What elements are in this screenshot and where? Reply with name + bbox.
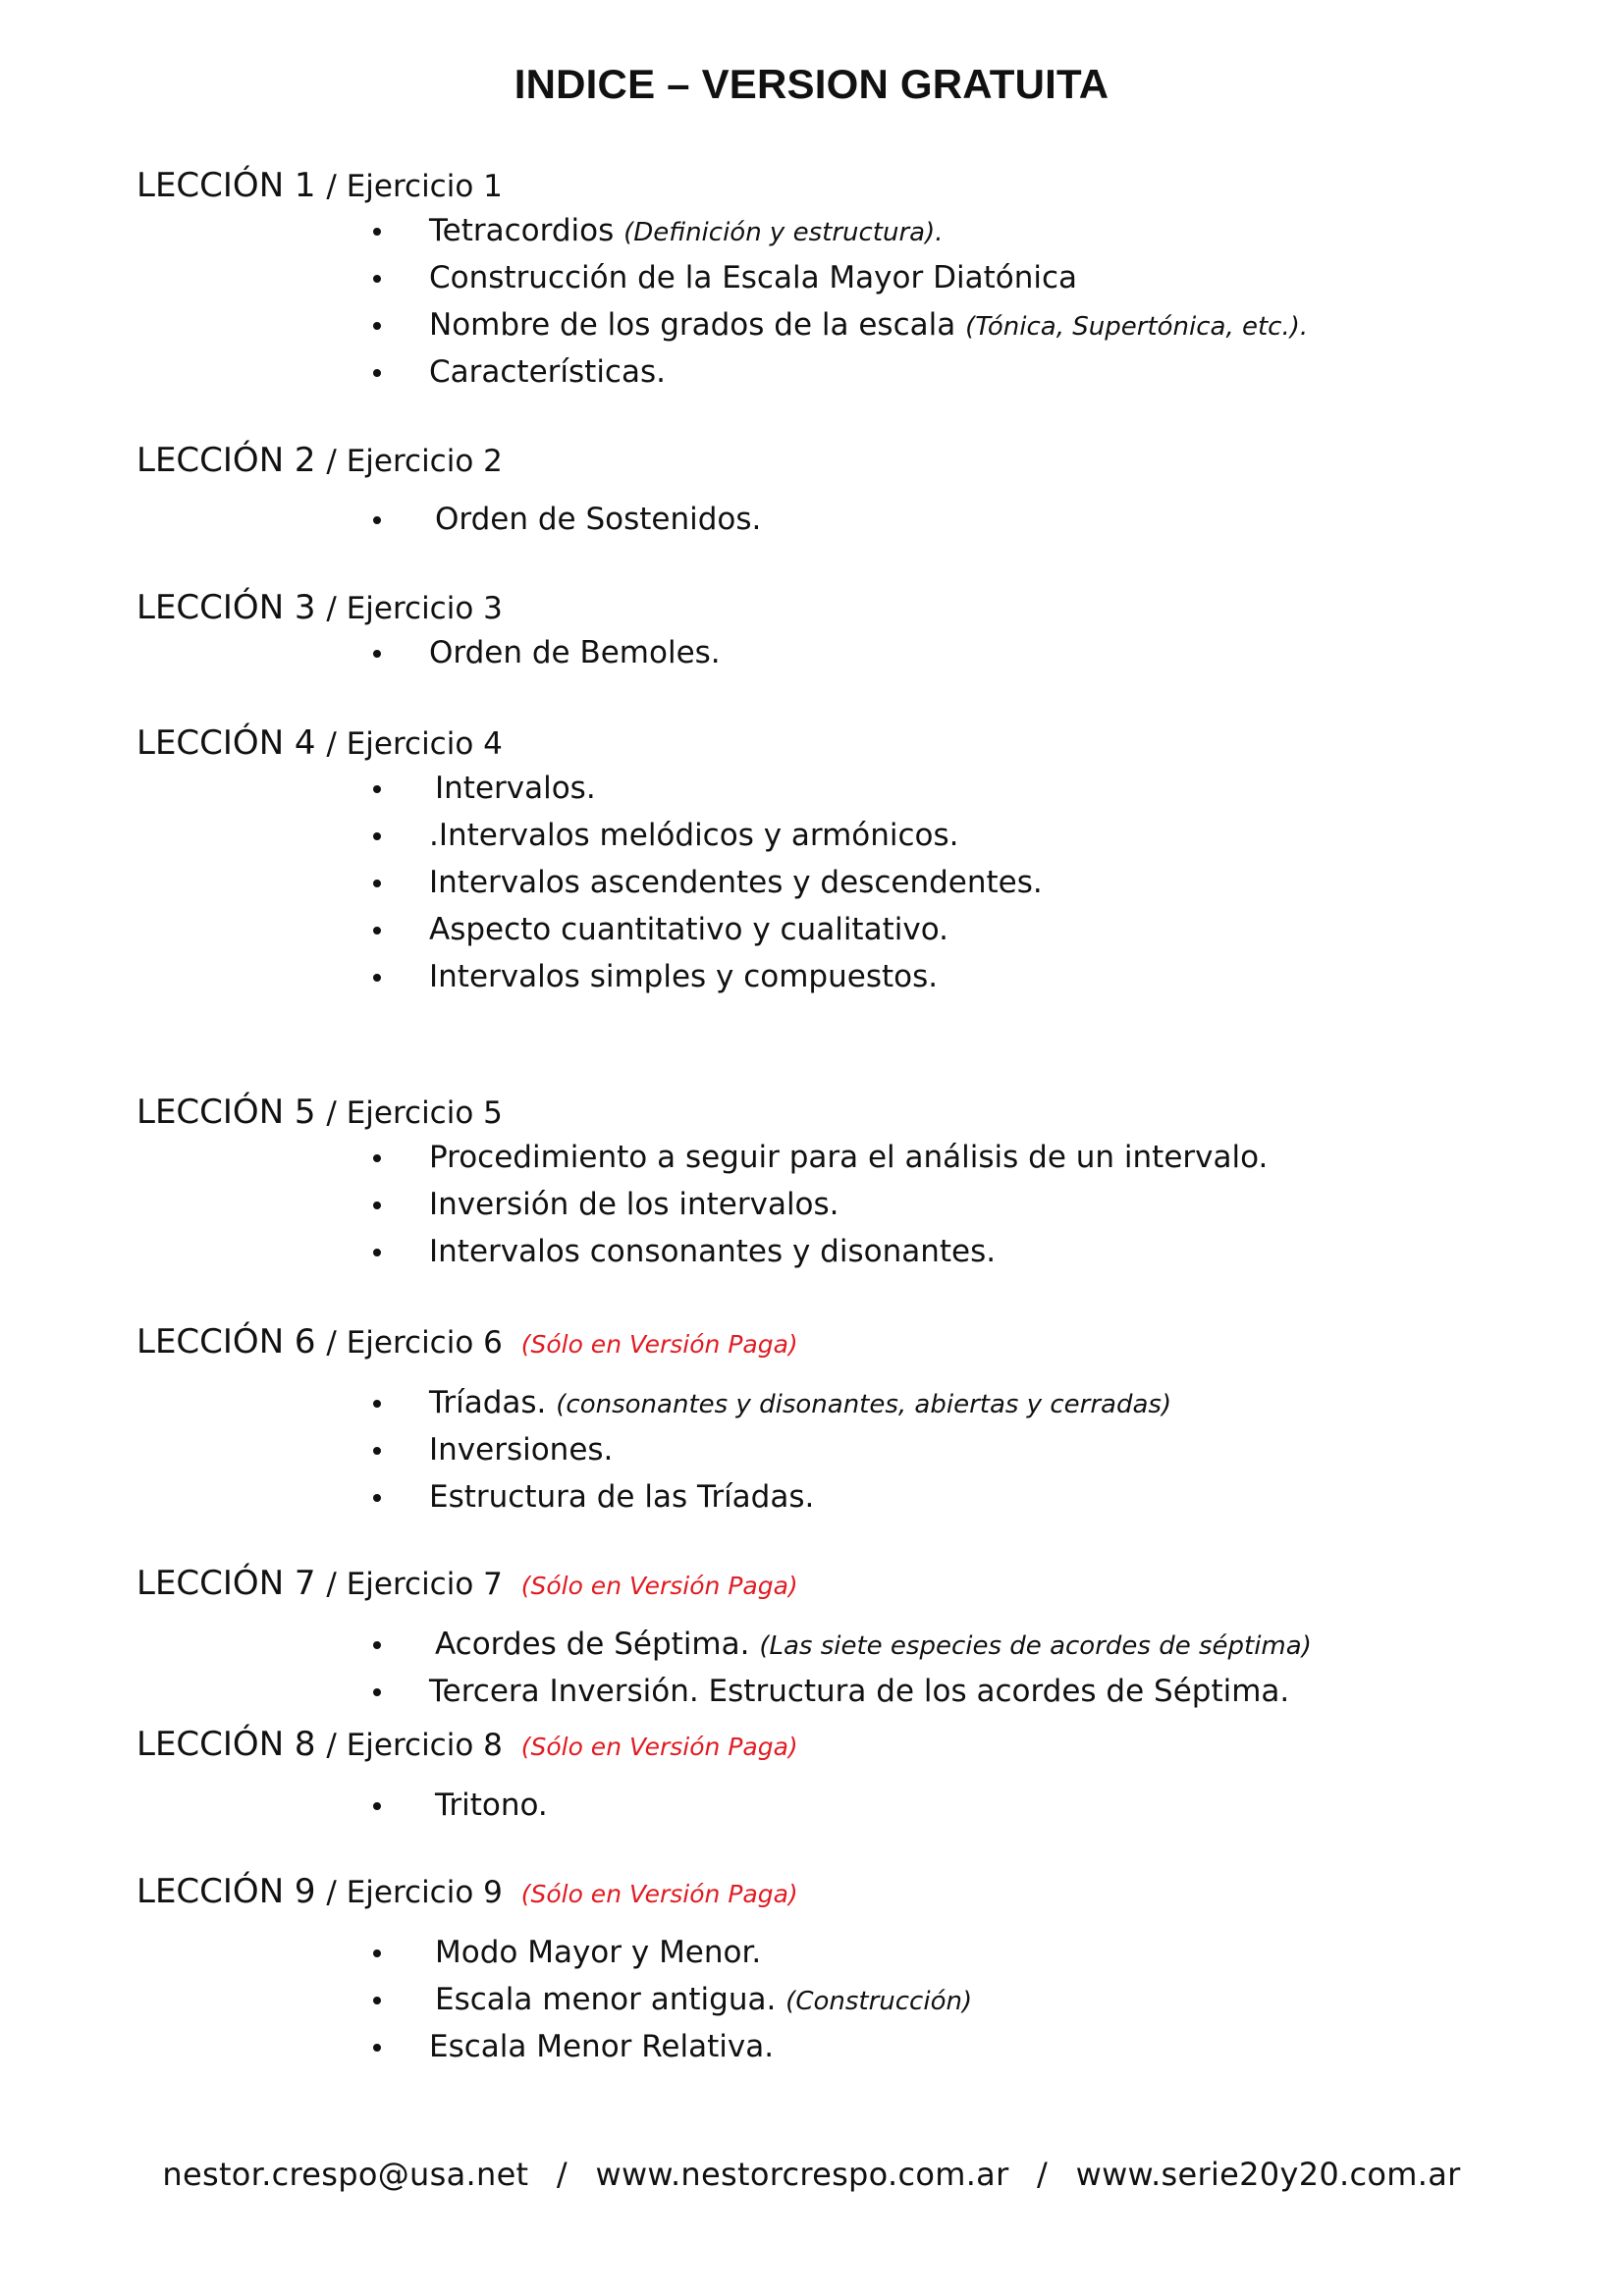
item-text: Características. bbox=[429, 354, 666, 390]
list-item bbox=[136, 1228, 1511, 1275]
list-item bbox=[136, 629, 1511, 676]
list-item bbox=[136, 1181, 1511, 1228]
exercise-label: / Ejercicio 9 bbox=[326, 1875, 503, 1910]
page-title: INDICE – VERSION GRATUITA bbox=[514, 61, 1109, 107]
item-text: Estructura de las Tríadas. bbox=[429, 1479, 815, 1515]
lesson-label: LECCIÓN 8 bbox=[136, 1725, 316, 1764]
lesson-heading bbox=[136, 1871, 1511, 1915]
lesson-items bbox=[136, 1782, 1511, 1829]
lesson-items bbox=[136, 629, 1511, 676]
item-note: (consonantes y disonantes, abiertas y cerradas) bbox=[556, 1390, 1172, 1419]
item-text: Tercera Inversión. Estructura de los acordes de Séptima. bbox=[429, 1674, 1290, 1709]
list-item bbox=[136, 1782, 1511, 1829]
lesson-label: LECCIÓN 9 bbox=[136, 1872, 316, 1911]
footer-separator: / bbox=[556, 2156, 568, 2193]
list-item bbox=[136, 1976, 1511, 2023]
item-text: Intervalos. bbox=[435, 771, 596, 806]
item-text: Intervalos ascendentes y descendentes. bbox=[429, 865, 1043, 900]
lesson-label: LECCIÓN 4 bbox=[136, 723, 316, 763]
lesson-label: LECCIÓN 3 bbox=[136, 588, 316, 627]
item-text: Escala menor antigua. bbox=[435, 1982, 786, 2017]
item-text: Orden de Bemoles. bbox=[429, 635, 721, 670]
list-item bbox=[136, 906, 1511, 953]
lesson-heading bbox=[136, 1563, 1511, 1607]
list-item bbox=[136, 348, 1511, 396]
list-item bbox=[136, 1929, 1511, 1976]
item-note: (Definición y estructura). bbox=[623, 218, 944, 247]
item-text: Inversión de los intervalos. bbox=[429, 1187, 839, 1222]
lesson-items bbox=[136, 1134, 1511, 1275]
lesson-items bbox=[136, 207, 1511, 396]
lesson-4 bbox=[136, 722, 1511, 1000]
lesson-heading bbox=[136, 587, 1511, 629]
lesson-label: LECCIÓN 6 bbox=[136, 1322, 316, 1362]
email-link[interactable]: nestor.crespo@usa.net bbox=[162, 2156, 529, 2193]
lesson-1 bbox=[136, 165, 1511, 396]
list-item bbox=[136, 2023, 1511, 2070]
item-text: Inversiones. bbox=[429, 1432, 614, 1468]
item-text: Nombre de los grados de la escala bbox=[429, 307, 966, 343]
lesson-items bbox=[136, 1379, 1511, 1521]
list-item bbox=[136, 1473, 1511, 1521]
item-text: Aspecto cuantitativo y cualitativo. bbox=[429, 912, 948, 947]
exercise-label: / Ejercicio 2 bbox=[326, 444, 503, 479]
item-text: Procedimiento a seguir para el análisis de un intervalo. bbox=[429, 1140, 1269, 1175]
list-item bbox=[136, 496, 1511, 543]
item-text: Acordes de Séptima. bbox=[435, 1627, 760, 1662]
lesson-heading bbox=[136, 722, 1511, 765]
lesson-9 bbox=[136, 1871, 1511, 2070]
exercise-label: / Ejercicio 3 bbox=[326, 591, 503, 626]
item-text: Tetracordios bbox=[429, 213, 624, 248]
paid-version-note: (Sólo en Versión Paga) bbox=[520, 1572, 798, 1600]
item-note: (Las siete especies de acordes de séptima) bbox=[759, 1631, 1312, 1661]
item-text: Escala Menor Relativa. bbox=[429, 2029, 775, 2064]
exercise-label: / Ejercicio 4 bbox=[326, 726, 503, 762]
item-note: (Tónica, Supertónica, etc.). bbox=[965, 312, 1309, 342]
lesson-heading bbox=[136, 1092, 1511, 1134]
lesson-3 bbox=[136, 587, 1511, 676]
lesson-7 bbox=[136, 1563, 1511, 1715]
list-item bbox=[136, 1379, 1511, 1426]
item-text: Intervalos simples y compuestos. bbox=[429, 959, 939, 994]
item-text: Construcción de la Escala Mayor Diatónica bbox=[429, 260, 1077, 295]
item-text: Tritono. bbox=[435, 1788, 548, 1823]
list-item bbox=[136, 1426, 1511, 1473]
lesson-label: LECCIÓN 7 bbox=[136, 1564, 316, 1603]
list-item bbox=[136, 953, 1511, 1000]
item-text: .Intervalos melódicos y armónicos. bbox=[429, 818, 959, 853]
list-item bbox=[136, 1668, 1511, 1715]
lesson-items bbox=[136, 1621, 1511, 1715]
list-item bbox=[136, 812, 1511, 859]
lesson-8 bbox=[136, 1724, 1511, 1829]
list-item bbox=[136, 207, 1511, 254]
item-note: (Construcción) bbox=[785, 1987, 973, 2016]
list-item bbox=[136, 859, 1511, 906]
lesson-items bbox=[136, 496, 1511, 543]
lesson-label: LECCIÓN 2 bbox=[136, 441, 316, 480]
list-item bbox=[136, 1134, 1511, 1181]
lesson-items bbox=[136, 1929, 1511, 2070]
lesson-heading bbox=[136, 165, 1511, 207]
exercise-label: / Ejercicio 5 bbox=[326, 1095, 503, 1131]
list-item bbox=[136, 1621, 1511, 1668]
paid-version-note: (Sólo en Versión Paga) bbox=[520, 1330, 798, 1359]
website-link-serie20y20[interactable]: www.serie20y20.com.ar bbox=[1075, 2156, 1461, 2193]
lesson-heading bbox=[136, 440, 1511, 482]
paid-version-note: (Sólo en Versión Paga) bbox=[520, 1733, 798, 1761]
item-text: Modo Mayor y Menor. bbox=[435, 1935, 762, 1970]
lesson-2 bbox=[136, 440, 1511, 543]
lesson-heading bbox=[136, 1724, 1511, 1768]
exercise-label: / Ejercicio 1 bbox=[326, 169, 503, 204]
paid-version-note: (Sólo en Versión Paga) bbox=[520, 1880, 798, 1908]
lesson-label: LECCIÓN 5 bbox=[136, 1093, 316, 1132]
lesson-heading bbox=[136, 1321, 1511, 1365]
footer-separator: / bbox=[1037, 2156, 1049, 2193]
list-item bbox=[136, 301, 1511, 348]
lesson-label: LECCIÓN 1 bbox=[136, 166, 316, 205]
website-link-nestorcrespo[interactable]: www.nestorcrespo.com.ar bbox=[595, 2156, 1009, 2193]
footer-contact bbox=[0, 2156, 1623, 2193]
exercise-label: / Ejercicio 7 bbox=[326, 1567, 503, 1602]
item-text: Tríadas. bbox=[429, 1385, 557, 1420]
item-text: Intervalos consonantes y disonantes. bbox=[429, 1234, 997, 1269]
list-item bbox=[136, 254, 1511, 301]
item-text: Orden de Sostenidos. bbox=[435, 502, 762, 537]
lesson-6 bbox=[136, 1321, 1511, 1521]
exercise-label: / Ejercicio 6 bbox=[326, 1325, 503, 1361]
lesson-5 bbox=[136, 1092, 1511, 1275]
list-item bbox=[136, 765, 1511, 812]
lesson-items bbox=[136, 765, 1511, 1000]
exercise-label: / Ejercicio 8 bbox=[326, 1728, 503, 1763]
